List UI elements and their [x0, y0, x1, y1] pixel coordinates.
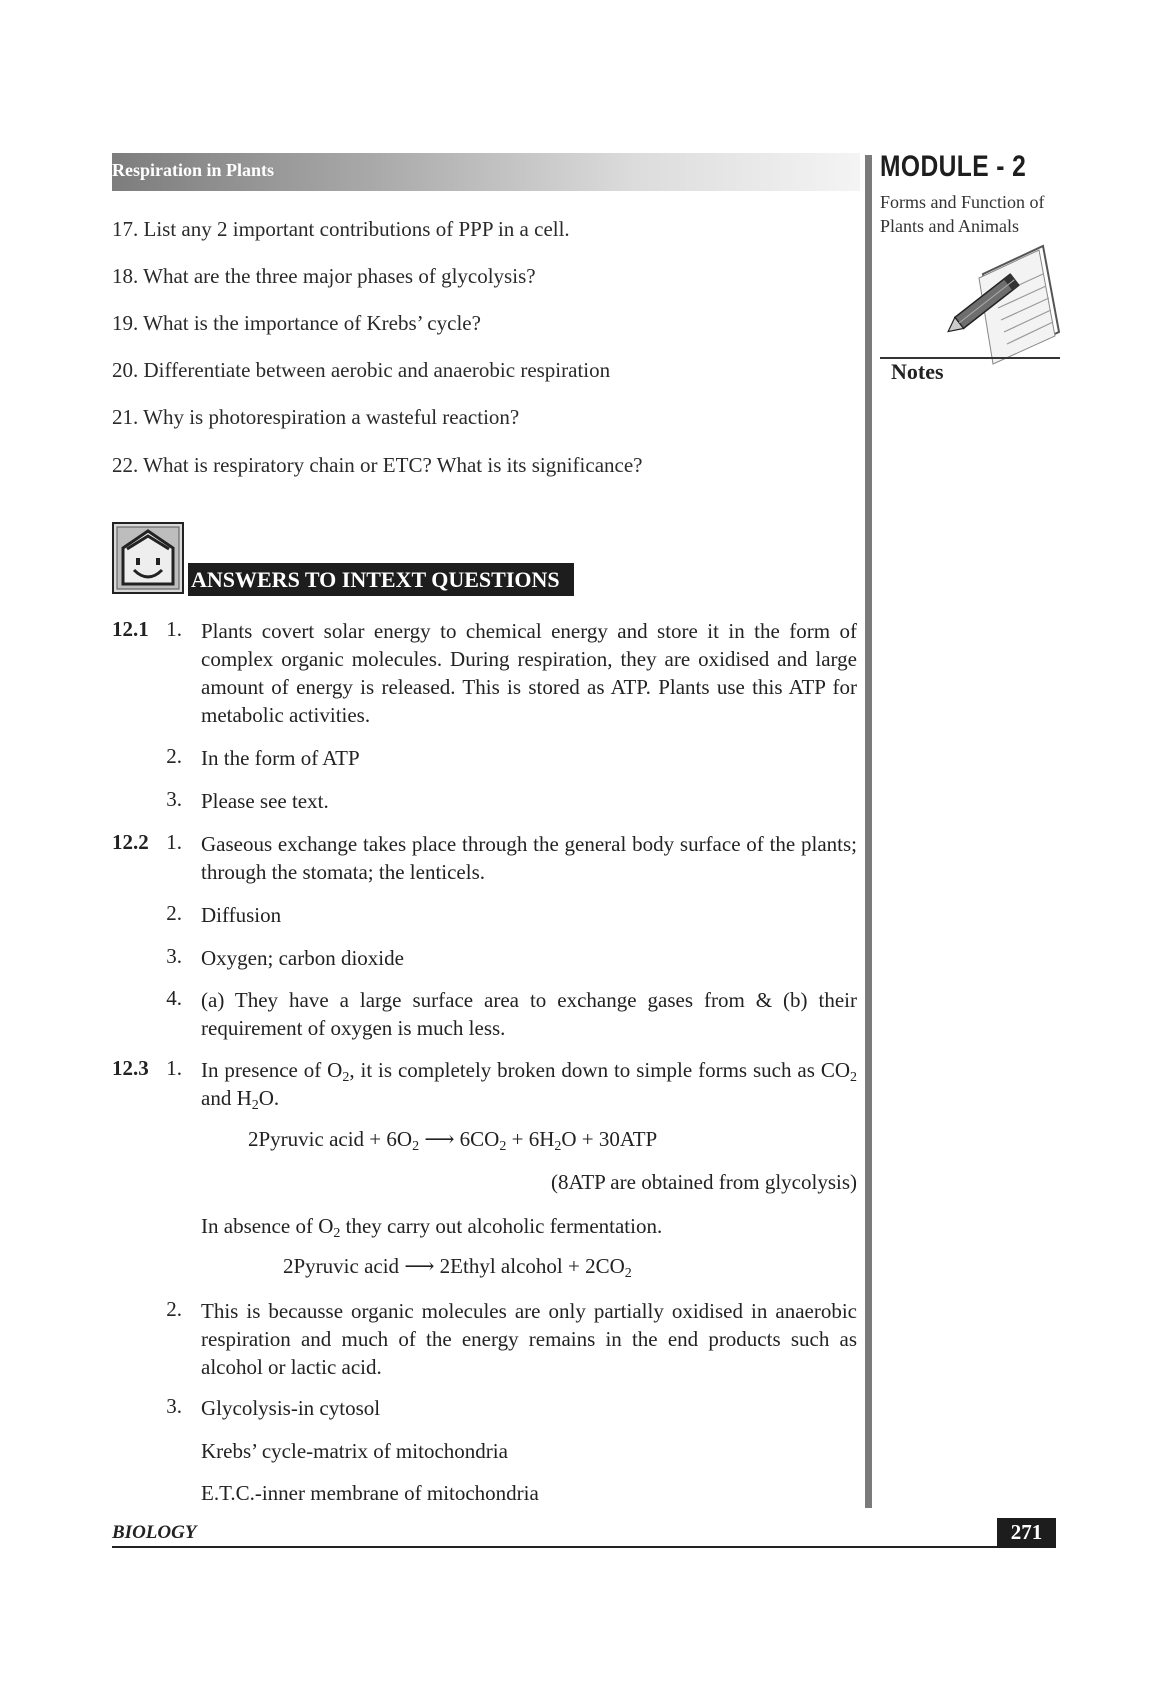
- answer-12-3-2: This is becausse organic molecules are only partially oxidised in anaerobic respiration and much of the energy remains in the end products such as alcohol or lactic acid.: [201, 1299, 857, 1379]
- answer-12-2-1: Gaseous exchange takes place through the general body surface of the plants; through the stomata; the lenticels.: [201, 832, 857, 884]
- notes-pencil-icon: [945, 244, 1060, 374]
- answer-12-3-3-line2: Krebs’ cycle-matrix of mitochondria: [201, 1439, 508, 1463]
- absence-statement: In absence of $O_2$ they carry out alcoholic fermentation.: [201, 1214, 663, 1241]
- reaction-arrow: ⟶: [399, 1254, 440, 1278]
- answer-number: 1.: [166, 617, 182, 641]
- section-label-12-2: 12.2: [112, 830, 149, 854]
- equation-fermentation: 2Pyruvic acid ⟶ 2Ethyl alcohol + $2CO_2$: [283, 1254, 632, 1281]
- module-subtitle-line2: Plants and Animals: [880, 216, 1019, 236]
- answer-12-1-2: In the form of ATP: [201, 746, 360, 770]
- equation-aerobic: 2Pyruvic acid + $6O_2$ ⟶ $6CO_2 + 6H_2O + 30ATP$: [248, 1127, 658, 1154]
- answer-12-2-3: Oxygen; carbon dioxide: [201, 946, 404, 970]
- question-18: 18. What are the three major phases of glycolysis?: [112, 264, 536, 288]
- answer-12-3-1: In presence of $O_2$, it is completely broken down to simple forms such as $CO_2$ and $H_2O$.: [201, 1058, 857, 1113]
- answer-number: 2.: [166, 744, 182, 768]
- answer-number: 1.: [166, 830, 182, 854]
- question-21: 21. Why is photorespiration a wasteful reaction?: [112, 405, 520, 429]
- answer-number: 1.: [166, 1056, 182, 1080]
- margin-divider: [865, 155, 872, 1508]
- answer-number: 4.: [166, 986, 182, 1010]
- reaction-arrow: ⟶: [419, 1127, 460, 1151]
- section-label-12-3: 12.3: [112, 1056, 149, 1080]
- section-label-12-1: 12.1: [112, 617, 149, 641]
- answers-face-icon: [112, 522, 184, 594]
- answer-number: 3.: [166, 944, 182, 968]
- answer-12-1-1: Plants covert solar energy to chemical energy and store it in the form of complex organic molecules. During respiration, they are oxidised and large amount of energy is released. This is stored as ATP. Plants use this ATP for metabolic activities.: [201, 619, 857, 727]
- answer-12-3-3-line3: E.T.C.-inner membrane of mitochondria: [201, 1481, 539, 1505]
- question-22: 22. What is respiratory chain or ETC? What is its significance?: [112, 453, 643, 477]
- module-subtitle-line1: Forms and Function of: [880, 192, 1045, 212]
- answer-12-3-3-line1: Glycolysis-in cytosol: [201, 1396, 381, 1420]
- answer-number: 2.: [166, 901, 182, 925]
- equation-note: (8ATP are obtained from glycolysis): [551, 1170, 857, 1194]
- footer-subject: BIOLOGY: [112, 1522, 197, 1543]
- page-number: 271: [997, 1518, 1056, 1548]
- footer-rule: [112, 1546, 1056, 1548]
- answer-number: 3.: [166, 1394, 182, 1418]
- answer-number: 2.: [166, 1297, 182, 1321]
- module-title: MODULE - 2: [880, 150, 1027, 183]
- running-title: Respiration in Plants: [112, 160, 275, 180]
- notes-label: Notes: [891, 359, 950, 385]
- answers-heading: ANSWERS TO INTEXT QUESTIONS: [188, 563, 574, 596]
- answer-12-2-4: (a) They have a large surface area to exchange gases from & (b) their requirement of oxygen is much less.: [201, 988, 857, 1040]
- running-header-bar: [112, 153, 860, 191]
- answer-12-2-2: Diffusion: [201, 903, 282, 927]
- question-20: 20. Differentiate between aerobic and anaerobic respiration: [112, 358, 611, 382]
- answer-12-1-3: Please see text.: [201, 789, 329, 813]
- module-subtitle: [880, 190, 1080, 238]
- answer-number: 3.: [166, 787, 182, 811]
- question-19: 19. What is the importance of Krebs’ cycle?: [112, 311, 481, 335]
- question-17: 17. List any 2 important contributions of PPP in a cell.: [112, 217, 570, 241]
